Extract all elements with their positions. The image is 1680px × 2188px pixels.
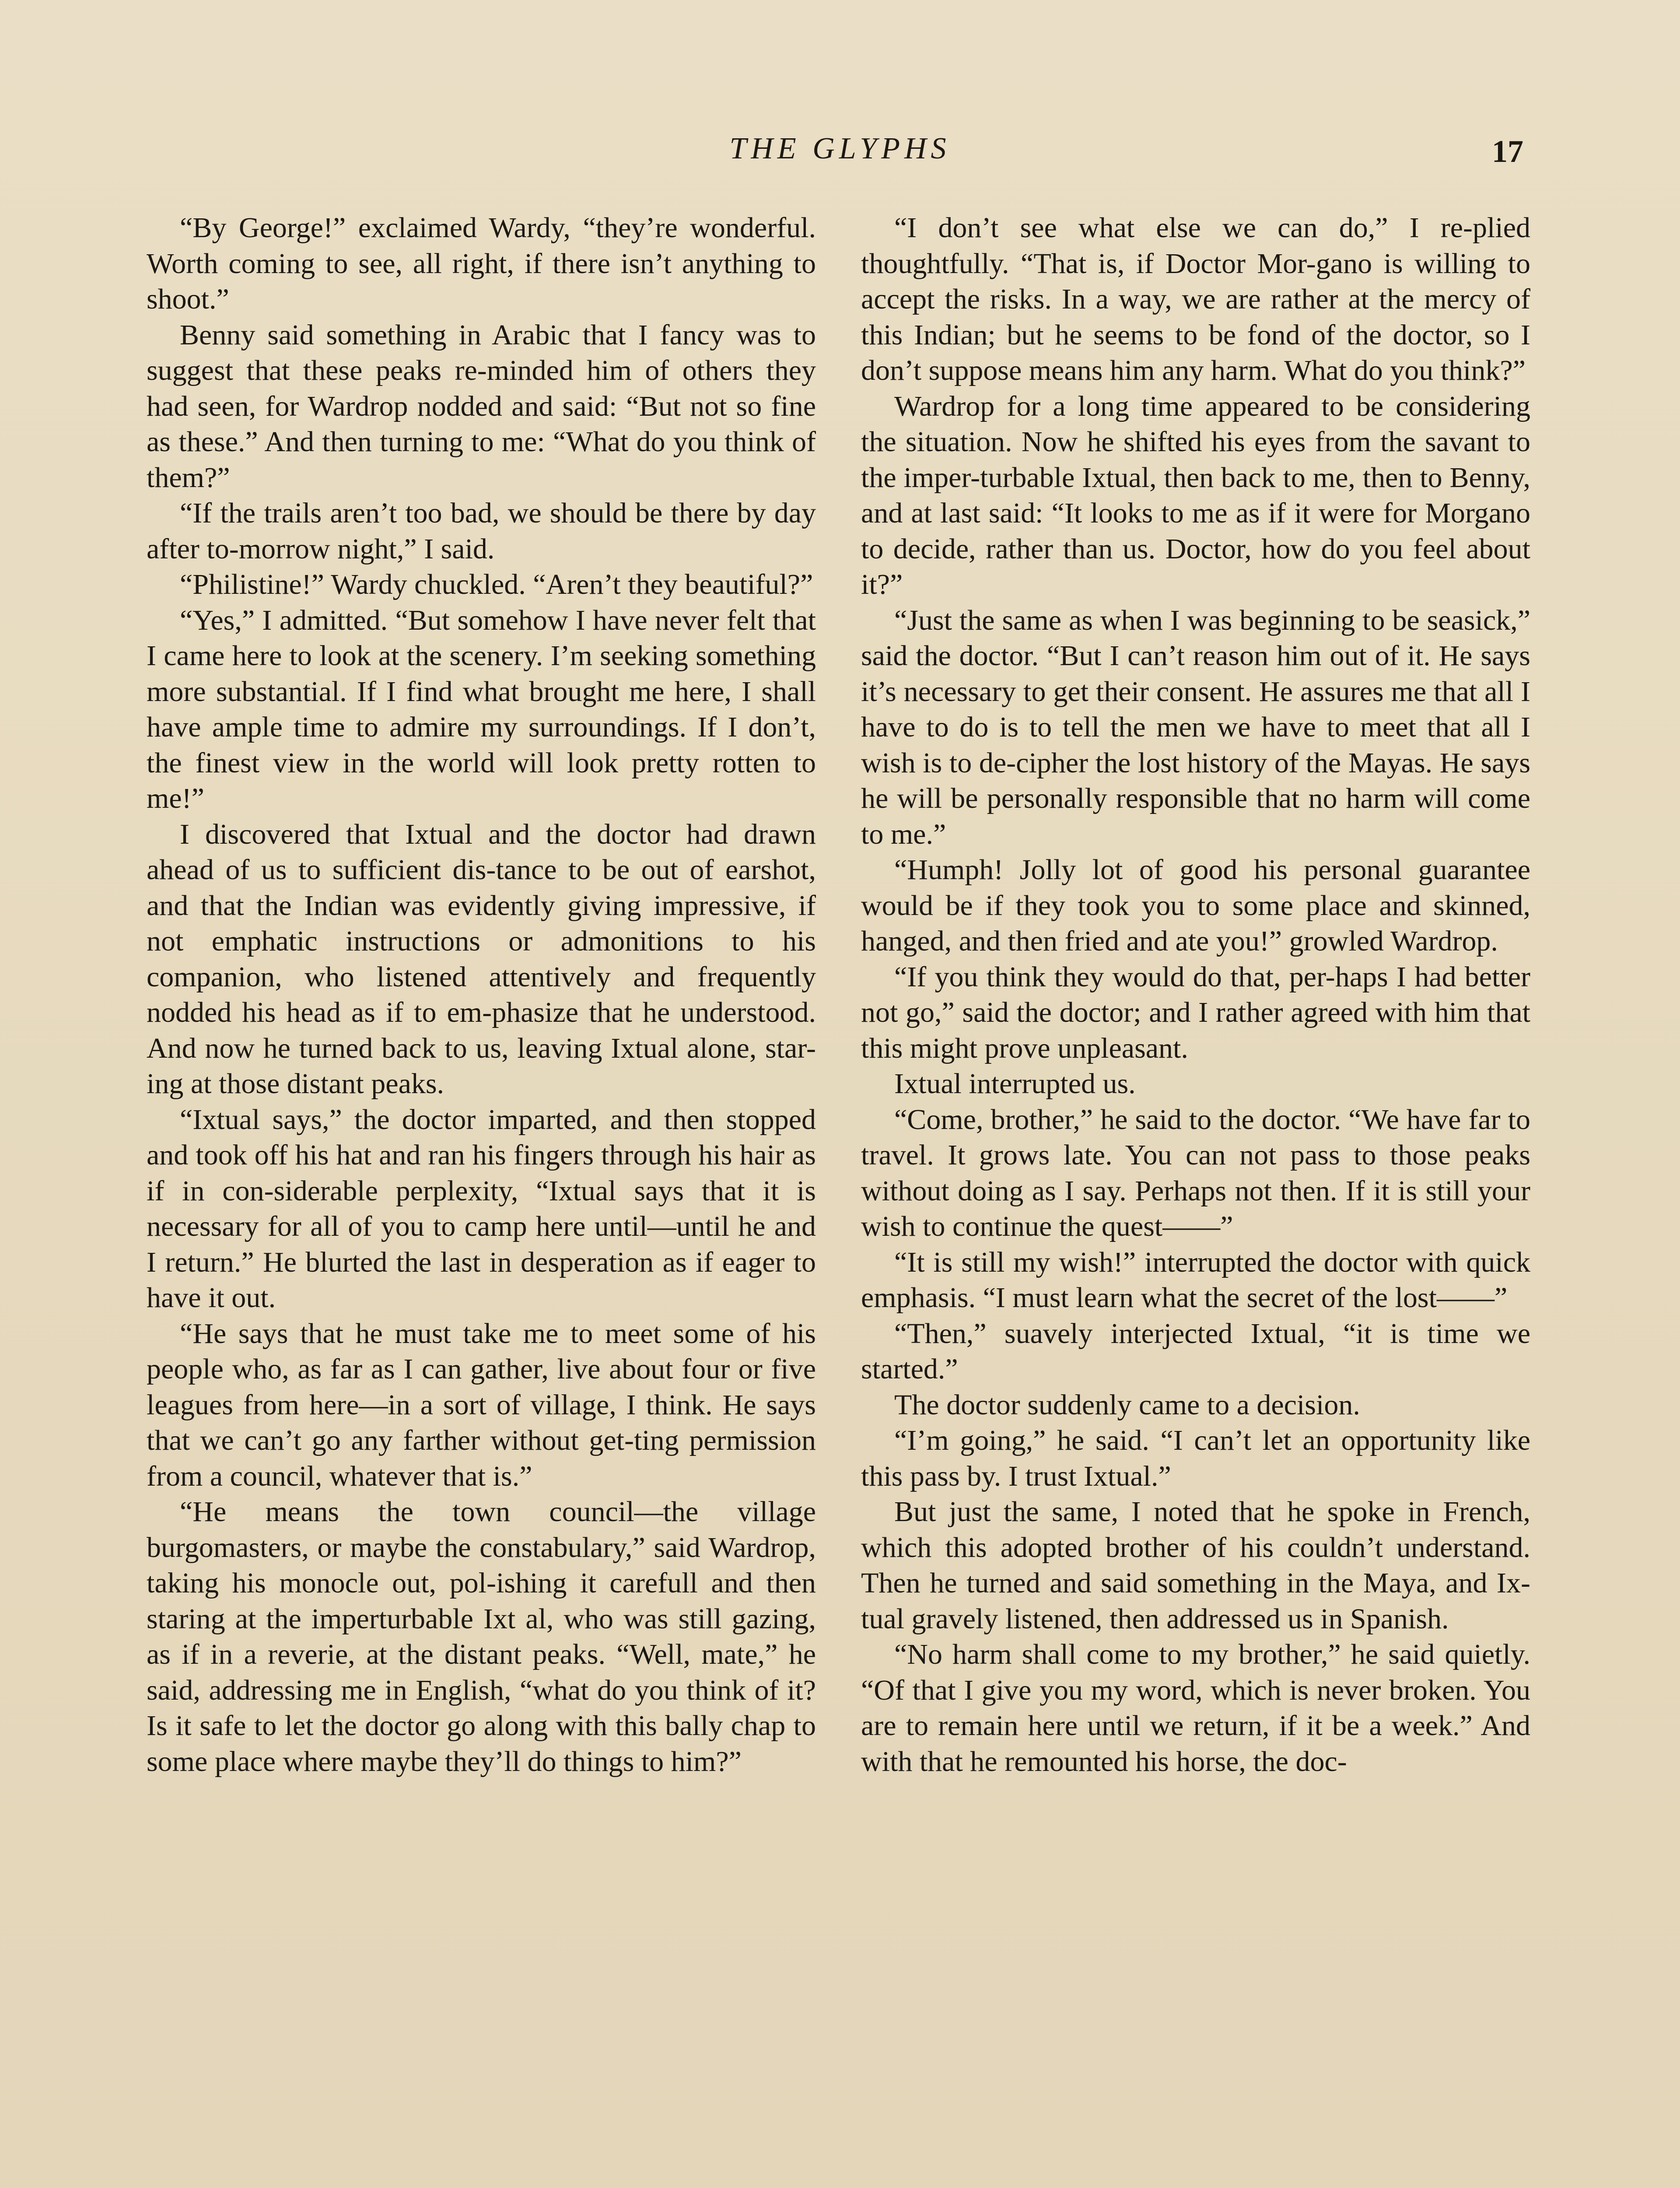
paragraph: “It is still my wish!” interrupted the doctor with quick emphasis. “I must learn what the secret of the lost——” <box>861 1246 1530 1314</box>
paragraph: “He means the town council—the village burgomasters, or maybe the constabulary,” said Wardrop, taking his monocle out, pol-ishing it carefull and then staring at the imperturbable Ixt al, who was still gazing, as if in a reverie, at the distant peaks. “Well, mate,” he said, addressing me in English, “what do you think of it? Is it safe to let the doctor go along with this bally chap to some place where maybe they’ll do things to him?” <box>147 1496 816 1778</box>
paragraph: “Yes,” I admitted. “But somehow I have never felt that I came here to look at the scenery. I’m seeking something more substantial. If I find what brought me here, I shall have ample time to admire my surroundings. If I don’t, the finest view in the world will look pretty rotten to me!” <box>147 604 816 814</box>
paragraph: “Humph! Jolly lot of good his personal guarantee would be if they took you to some place and skinned, hanged, and then fried and ate you!” growled Wardrop. <box>861 854 1530 957</box>
paragraph: “By George!” exclaimed Wardy, “they’re wonderful. Worth coming to see, all right, if there isn’t anything to shoot.” <box>147 212 816 315</box>
paragraph: “If you think they would do that, per-haps I had better not go,” said the doctor; and I rather agreed with him that this might prove unpleasant. <box>861 961 1530 1064</box>
paragraph: Ixtual interrupted us. <box>894 1068 1136 1100</box>
paragraph: The doctor suddenly came to a decision. <box>894 1389 1360 1421</box>
page-number: 17 <box>1492 134 1523 169</box>
paragraph: I discovered that Ixtual and the doctor had drawn ahead of us to sufficient dis-tance to be out of earshot, and that the Indian was evidently giving impressive, if not emphatic instructions or admonitions to his companion, who listened attentively and frequently nodded his head as if to em-phasize that he understood. And now he turned back to us, leaving Ixtual alone, star-ing at those distant peaks. <box>147 818 816 1100</box>
paragraph: “Philistine!” Wardy chuckled. “Aren’t they beautiful?” <box>180 568 813 600</box>
paragraph: “Come, brother,” he said to the doctor. “We have far to travel. It grows late. You can not pass to those peaks without doing as I say. Perhaps not then. If it is still your wish to continue the quest——” <box>861 1103 1530 1242</box>
paragraph: “No harm shall come to my brother,” he said quietly. “Of that I give you my word, which is never broken. You are to remain here until we return, if it be a week.” And with that he remounted his horse, the doc- <box>861 1638 1530 1778</box>
paragraph: “Ixtual says,” the doctor imparted, and then stopped and took off his hat and ran his fingers through his hair as if in con-siderable perplexity, “Ixtual says that it is necessary for all of you to camp here until—until he and I return.” He blurted the last in desperation as if eager to have it out. <box>147 1103 816 1314</box>
paragraph: But just the same, I noted that he spoke in French, which this adopted brother of his couldn’t understand. Then he turned and said something in the Maya, and Ix-tual gravely listened, then addressed us in Spanish. <box>861 1496 1530 1635</box>
paragraph: “If the trails aren’t too bad, we should be there by day after to-morrow night,” I said. <box>147 497 816 565</box>
text-column-right <box>861 210 1530 1779</box>
paragraph: “I’m going,” he said. “I can’t let an opportunity like this pass by. I trust Ixtual.” <box>861 1424 1530 1492</box>
text-column-left <box>147 210 816 1779</box>
paragraph: “Just the same as when I was beginning to be seasick,” said the doctor. “But I can’t reason him out of it. He says it’s necessary to get their consent. He assures me that all I have to do is to tell the men we have to meet that all I wish is to de-cipher the lost history of the Mayas. He says he will be personally responsible that no harm will come to me.” <box>861 604 1530 850</box>
running-title: THE GLYPHS <box>729 132 951 165</box>
paragraph: Wardrop for a long time appeared to be considering the situation. Now he shifted his eyes from the savant to the imper-turbable Ixtual, then back to me, then to Benny, and at last said: “It looks to me as if it were for Morgano to decide, rather than us. Doctor, how do you feel about it?” <box>861 390 1530 600</box>
paragraph: “He says that he must take me to meet some of his people who, as far as I can gather, live about four or five leagues from here—in a sort of village, I think. He says that we can’t go any farther without get-ting permission from a council, whatever that is.” <box>147 1317 816 1492</box>
paragraph: “Then,” suavely interjected Ixtual, “it is time we started.” <box>861 1317 1530 1385</box>
paragraph: “I don’t see what else we can do,” I re-plied thoughtfully. “That is, if Doctor Mor-gano is willing to accept the risks. In a way, we are rather at the mercy of this Indian; but he seems to be fond of the doctor, so I don’t suppose means him any harm. What do you think?” <box>861 212 1530 386</box>
paragraph: Benny said something in Arabic that I fancy was to suggest that these peaks re-minded him of others they had seen, for Wardrop nodded and said: “But not so fine as these.” And then turning to me: “What do you think of them?” <box>147 319 816 494</box>
